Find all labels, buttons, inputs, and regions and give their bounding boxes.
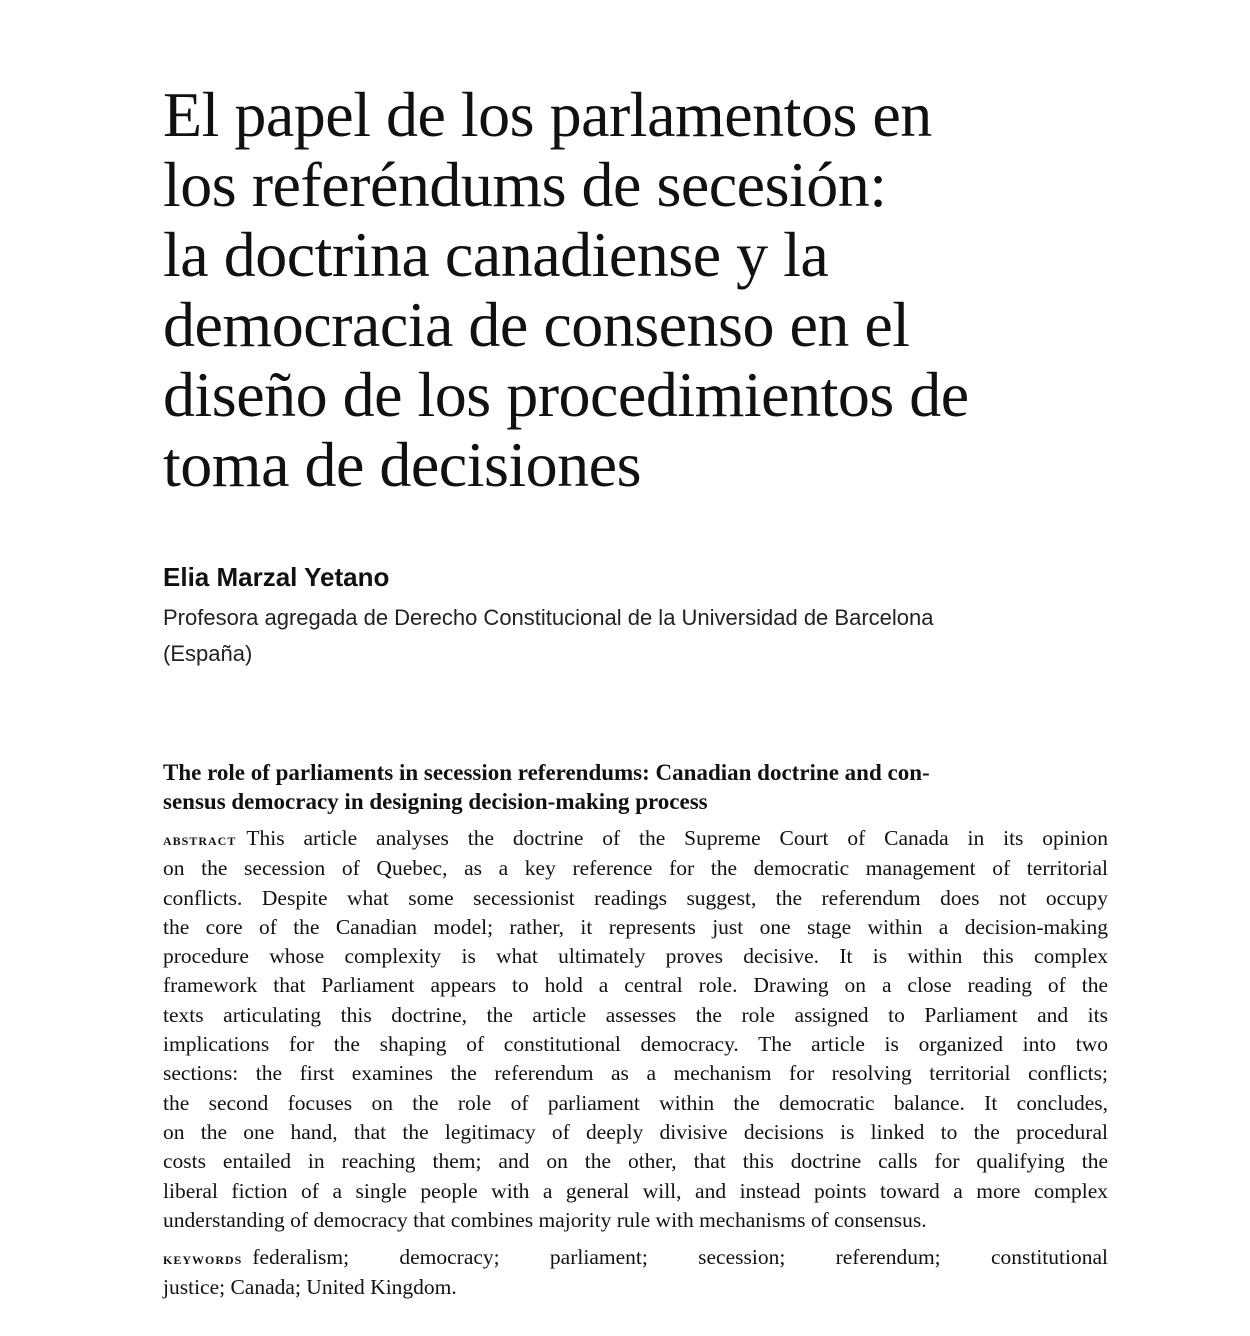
abstract-line: on the one hand, that the legitimacy of deeply divisive decisions is linked to the procedural — [163, 1119, 1108, 1144]
keywords-section — [163, 1243, 1108, 1303]
abstract-line — [163, 824, 1108, 854]
abstract-line: procedure whose complexity is what ultimately proves decisive. It is within this complex — [163, 944, 1108, 969]
abstract-line: liberal fiction of a single people with a general will, and instead points toward a more complex — [163, 1178, 1108, 1203]
abstract-line: implications for the shaping of constitutional democracy. The article is organized into two — [163, 1032, 1108, 1057]
abstract-line: the core of the Canadian model; rather, it represents just one stage within a decision-making — [163, 914, 1108, 939]
abstract-line: on the secession of Quebec, as a key reference for the democratic management of territorial — [163, 856, 1108, 881]
keywords-label: keywords — [163, 1249, 243, 1269]
keywords-line: justice; Canada; United Kingdom. — [163, 1275, 457, 1300]
affiliation-line: Profesora agregada de Derecho Constitucional de la Universidad de Barcelona — [163, 605, 934, 630]
keywords-line-text: federalism; democracy; parliament; secession; referendum; constitutional — [252, 1245, 1108, 1270]
abstract-label: abstract — [163, 830, 237, 849]
abstract-line: framework that Parliament appears to hold a central role. Drawing on a close reading of the — [163, 973, 1108, 998]
abstract-line: costs entailed in reaching them; and on the other, that this doctrine calls for qualifying the — [163, 1149, 1108, 1174]
author-name: Elia Marzal Yetano — [163, 562, 390, 592]
abstract-line: texts articulating this doctrine, the article assesses the role assigned to Parliament and its — [163, 1002, 1108, 1027]
title-line: diseño de los procedimientos de — [163, 359, 969, 430]
affiliation-line: (España) — [163, 641, 253, 666]
abstract-line-text: This article analyses the doctrine of the Supreme Court of Canada in its opinion — [246, 826, 1108, 850]
author-affiliation — [163, 600, 1123, 672]
article-title — [163, 80, 1143, 500]
abstract-line: conflicts. Despite what some secessionist readings suggest, the referendum does not occupy — [163, 885, 1108, 910]
keywords-line — [163, 1243, 1108, 1273]
english-title-line: sensus democracy in designing decision-making process — [163, 789, 708, 814]
english-title-line: The role of parliaments in secession referendums: Canadian doctrine and con- — [163, 760, 930, 785]
abstract-text — [163, 824, 1108, 1235]
abstract-line: understanding of democracy that combines majority rule with mechanisms of consensus. — [163, 1207, 927, 1232]
title-line: la doctrina canadiense y la — [163, 219, 829, 290]
title-line: democracia de consenso en el — [163, 289, 910, 360]
english-title — [163, 758, 1108, 816]
title-line: El papel de los parlamentos en — [163, 79, 932, 150]
abstract-line: the second focuses on the role of parliament within the democratic balance. It concludes, — [163, 1090, 1108, 1115]
abstract-line: sections: the first examines the referendum as a mechanism for resolving territorial conflicts; — [163, 1061, 1108, 1086]
title-line: toma de decisiones — [163, 429, 641, 500]
abstract-section — [163, 758, 1108, 1303]
title-line: los referéndums de secesión: — [163, 149, 887, 220]
